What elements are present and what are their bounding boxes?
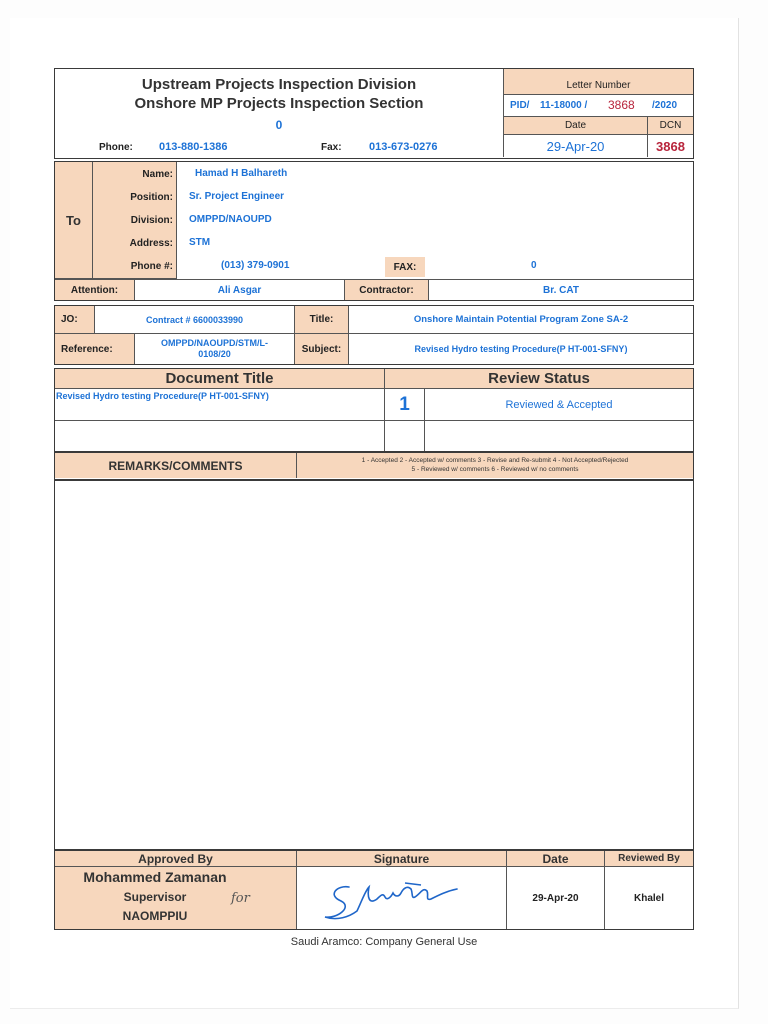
approver-org: NAOMPPIU [122, 909, 188, 923]
reference-block [54, 305, 694, 365]
document-block [54, 368, 694, 452]
position-label: Position: [130, 192, 173, 203]
name-label: Name: [142, 169, 173, 180]
phone-label: Phone: [99, 142, 133, 153]
jo-value: Contract # 6600033990 [95, 306, 295, 334]
letter-year: /2020 [652, 100, 678, 111]
reference-value: OMPPD/NAOUPD/STM/L-0108/20 [135, 334, 295, 364]
approver-name: Mohammed Zamanan [83, 869, 227, 885]
page-footer: Saudi Aramco: Company General Use [290, 936, 478, 948]
approval-block [54, 850, 694, 930]
approved-by-label: Approved By [55, 851, 297, 867]
division-title: Upstream Projects Inspection Division [141, 75, 417, 93]
attention-value: Ali Asgar [135, 279, 345, 300]
remarks-label: REMARKS/COMMENTS [55, 453, 297, 478]
letter-mid: 11-18000 / [540, 100, 588, 111]
dcn-value: 3868 [647, 135, 693, 157]
signature-image [297, 867, 507, 929]
reviewed-by-label: Reviewed By [605, 851, 693, 867]
status-legend [297, 453, 693, 478]
remarks-header-block [54, 452, 694, 480]
subject-label: Subject: [295, 334, 349, 364]
fax-value: 013-673-0276 [369, 141, 438, 153]
reference-label: Reference: [55, 334, 135, 364]
remarks-body [54, 480, 694, 850]
address-value: STM [189, 237, 211, 248]
attention-label: Attention: [55, 279, 135, 300]
division-value: OMPPD/NAOUPD [189, 214, 272, 225]
signature-cell [297, 867, 507, 929]
phone-value: 013-880-1386 [159, 141, 228, 153]
approver-for: for [231, 891, 250, 906]
title-label: Title: [295, 306, 349, 334]
doc-title-header: Document Title [55, 369, 385, 389]
empty-title-cell [55, 421, 385, 451]
fax-label: Fax: [321, 142, 342, 153]
header-block [54, 68, 694, 159]
letter-prefix: PID/ [510, 100, 530, 111]
title-value: Onshore Maintain Potential Program Zone SA-2 [349, 306, 693, 334]
reviewer-value: Khalel [633, 892, 664, 904]
letter-num: 3868 [608, 98, 635, 112]
address-label: Address: [129, 238, 173, 249]
date-label: Date [503, 117, 647, 135]
section-title: Onshore MP Projects Inspection Section [134, 94, 424, 112]
approval-date-label: Date [507, 851, 605, 867]
doc-title-value: Revised Hydro testing Procedure(P HT-001-SFNY) [55, 389, 385, 421]
contractor-value: Br. CAT [429, 279, 693, 300]
position-value: Sr. Project Engineer [189, 191, 285, 202]
subject-value: Revised Hydro testing Procedure(P HT-001-SFNY) [414, 344, 628, 354]
approval-date-value: 29-Apr-20 [507, 867, 605, 929]
recipient-fax-label: FAX: [385, 257, 425, 277]
approver-cell [55, 867, 297, 929]
letter-number-row [503, 95, 693, 117]
date-value: 29-Apr-20 [503, 135, 647, 157]
zero-value: 0 [275, 118, 283, 132]
phone-hash-label: Phone #: [130, 261, 173, 272]
status-code: 1 [385, 389, 425, 421]
jo-label: JO: [55, 306, 95, 334]
letter-number-label: Letter Number [503, 69, 693, 95]
status-legend-line1: 1 - Accepted 2 - Accepted w/ comments 3 - Revise and Re-submit 4 - Not Accepted/Rejected [361, 457, 629, 464]
review-status-header: Review Status [385, 369, 693, 389]
recipient-block [54, 161, 694, 301]
status-text: Reviewed & Accepted [425, 389, 693, 421]
status-legend-line2: 5 - Reviewed w/ comments 6 - Reviewed w/ no comments [411, 466, 579, 473]
division-label: Division: [130, 215, 173, 226]
approver-title: Supervisor [123, 890, 187, 904]
contractor-label: Contractor: [345, 279, 429, 300]
to-label: To [55, 162, 93, 279]
signature-label: Signature [297, 851, 507, 867]
empty-code-cell [385, 421, 425, 451]
recipient-phone: (013) 379-0901 [221, 260, 290, 271]
name-value: Hamad H Balhareth [195, 168, 288, 179]
recipient-fax: 0 [531, 260, 537, 271]
dcn-label: DCN [647, 117, 693, 135]
